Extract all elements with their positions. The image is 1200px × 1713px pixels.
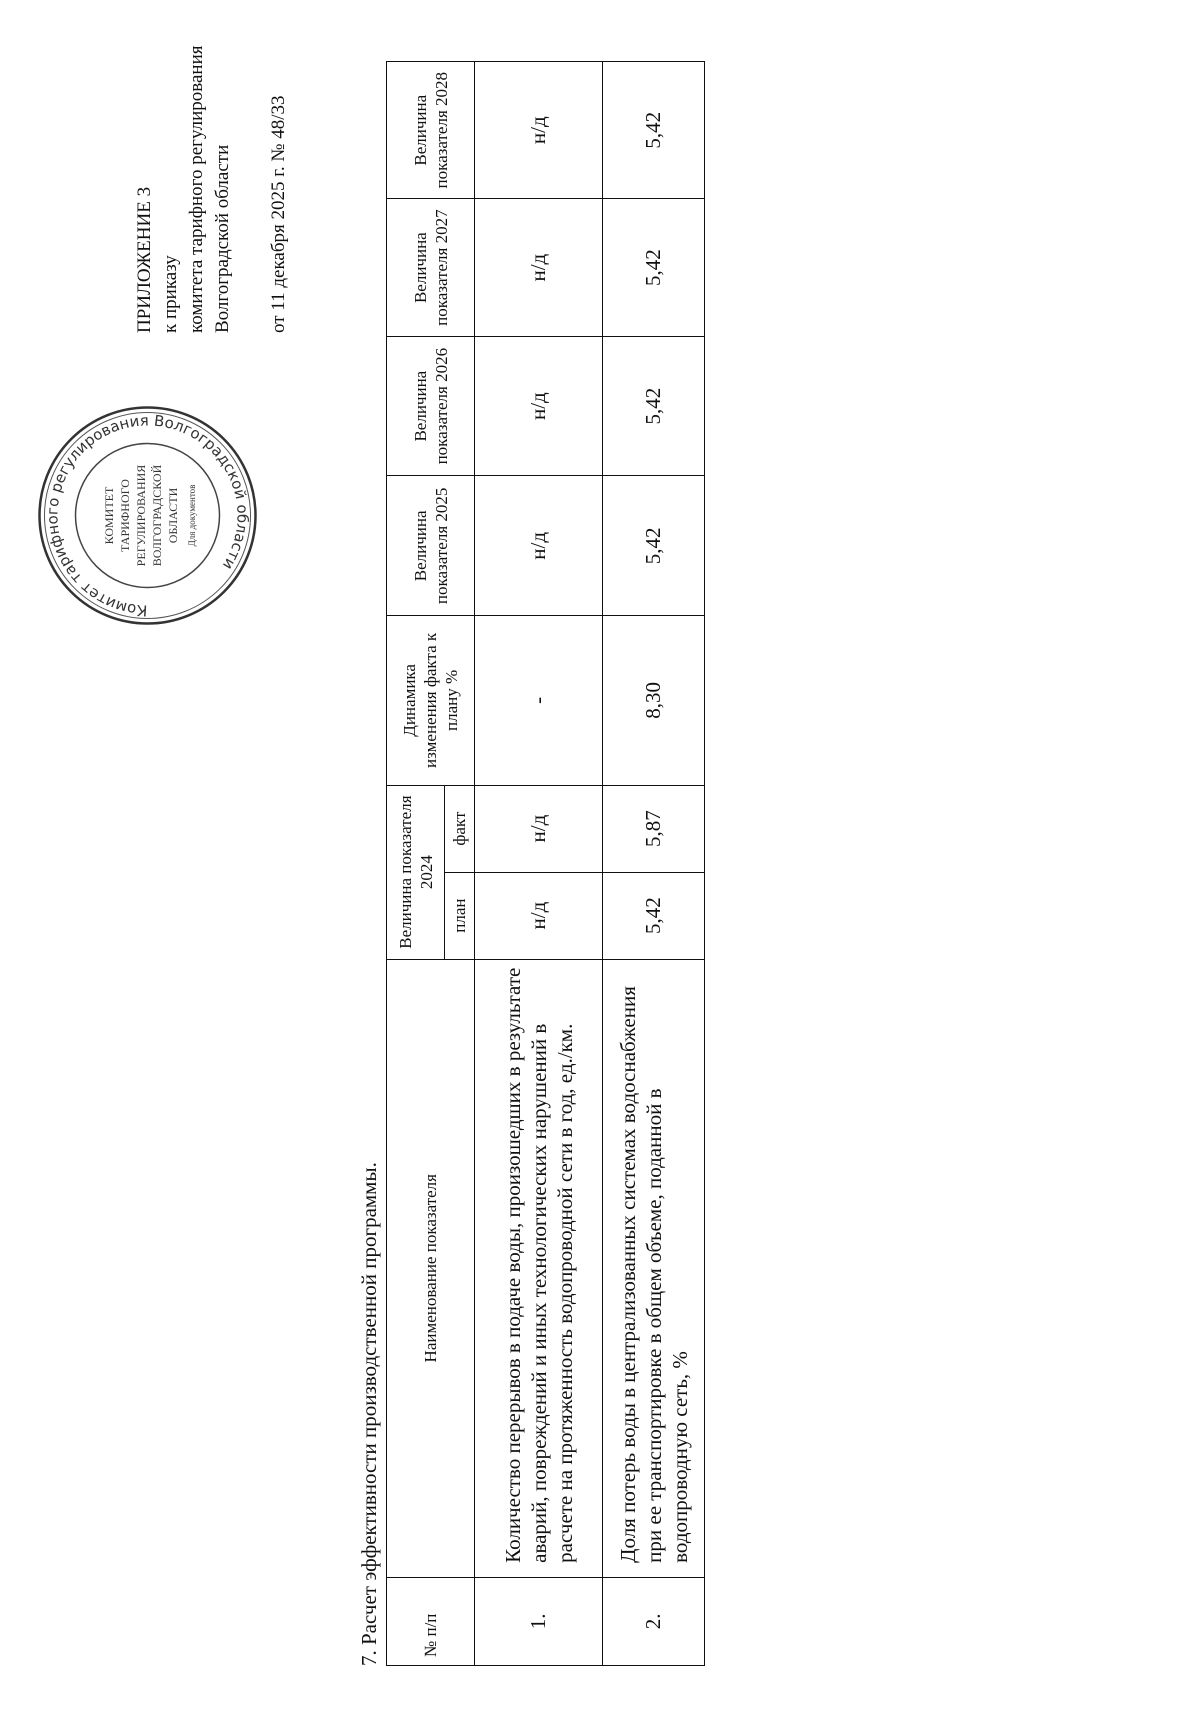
row-2026: н/д: [475, 336, 603, 476]
table-row: [475, 62, 603, 1666]
stamp-line-3: РЕГУЛИРОВАНИЯ: [134, 464, 148, 567]
appendix-line-2: комитета тарифного регулирования: [186, 45, 207, 333]
col-header-2024: Величина показателя 2024: [387, 785, 445, 959]
stamp-small-text: Для документов: [187, 484, 197, 547]
col-header-plan: план: [445, 872, 475, 959]
stamp-line-2: ТАРИФНОГО: [118, 479, 132, 552]
col-header-fact: факт: [445, 785, 475, 872]
appendix-date: от 11 декабря 2025 г. № 48/33: [268, 95, 289, 333]
table-row: [603, 62, 705, 1666]
stamp-seal: [35, 403, 260, 628]
row-2025: 5,42: [603, 476, 705, 616]
row-fact-2024: 5,87: [603, 785, 705, 872]
row-num: 1.: [475, 1577, 603, 1665]
row-2027: 5,42: [603, 199, 705, 336]
row-plan-2024: н/д: [475, 872, 603, 959]
stamp-line-1: КОМИТЕТ: [102, 486, 116, 545]
col-header-name: Наименование показателя: [387, 959, 475, 1577]
appendix-line-3: Волгоградской области: [212, 144, 233, 333]
row-2028: 5,42: [603, 62, 705, 199]
row-dynamics: 8,30: [603, 616, 705, 785]
row-2028: н/д: [475, 62, 603, 199]
row-2026: 5,42: [603, 336, 705, 476]
row-2027: н/д: [475, 199, 603, 336]
efficiency-table: [386, 61, 705, 1666]
appendix-line-1: к приказу: [160, 255, 181, 333]
col-header-num: № п/п: [387, 1577, 475, 1665]
row-name: Количество перерывов в подаче воды, произошедших в результате аварий, повреждений и иных технологических нарушений в расчете на протяженность водопроводной сети в год, ед./км.: [475, 959, 603, 1577]
row-dynamics: -: [475, 616, 603, 785]
row-fact-2024: н/д: [475, 785, 603, 872]
col-header-2026: Величина показателя 2026: [387, 336, 475, 476]
row-num: 2.: [603, 1577, 705, 1665]
col-header-dynamics: Динамика изменения факта к плану %: [387, 616, 475, 785]
col-header-2025: Величина показателя 2025: [387, 476, 475, 616]
row-plan-2024: 5,42: [603, 872, 705, 959]
stamp-ring-text: Комитет тарифного регулирования Волгоградской области: [43, 411, 252, 620]
row-2025: н/д: [475, 476, 603, 616]
table-header-row: [387, 62, 445, 1666]
row-name: Доля потерь воды в централизованных системах водоснабжения при ее транспортировке в общем объеме, поданной в водопроводную сеть, %: [603, 959, 705, 1577]
stamp-line-5: ОБЛАСТИ: [166, 487, 180, 544]
stamp-line-4: ВОЛГОГРАДСКОЙ: [150, 464, 164, 567]
section-title: 7. Расчет эффективности производственной программы.: [357, 1162, 381, 1666]
col-header-2027: Величина показателя 2027: [387, 199, 475, 336]
col-header-2028: Величина показателя 2028: [387, 62, 475, 199]
appendix-title: ПРИЛОЖЕНИЕ 3: [134, 186, 155, 333]
appendix-header: [132, 3, 292, 333]
